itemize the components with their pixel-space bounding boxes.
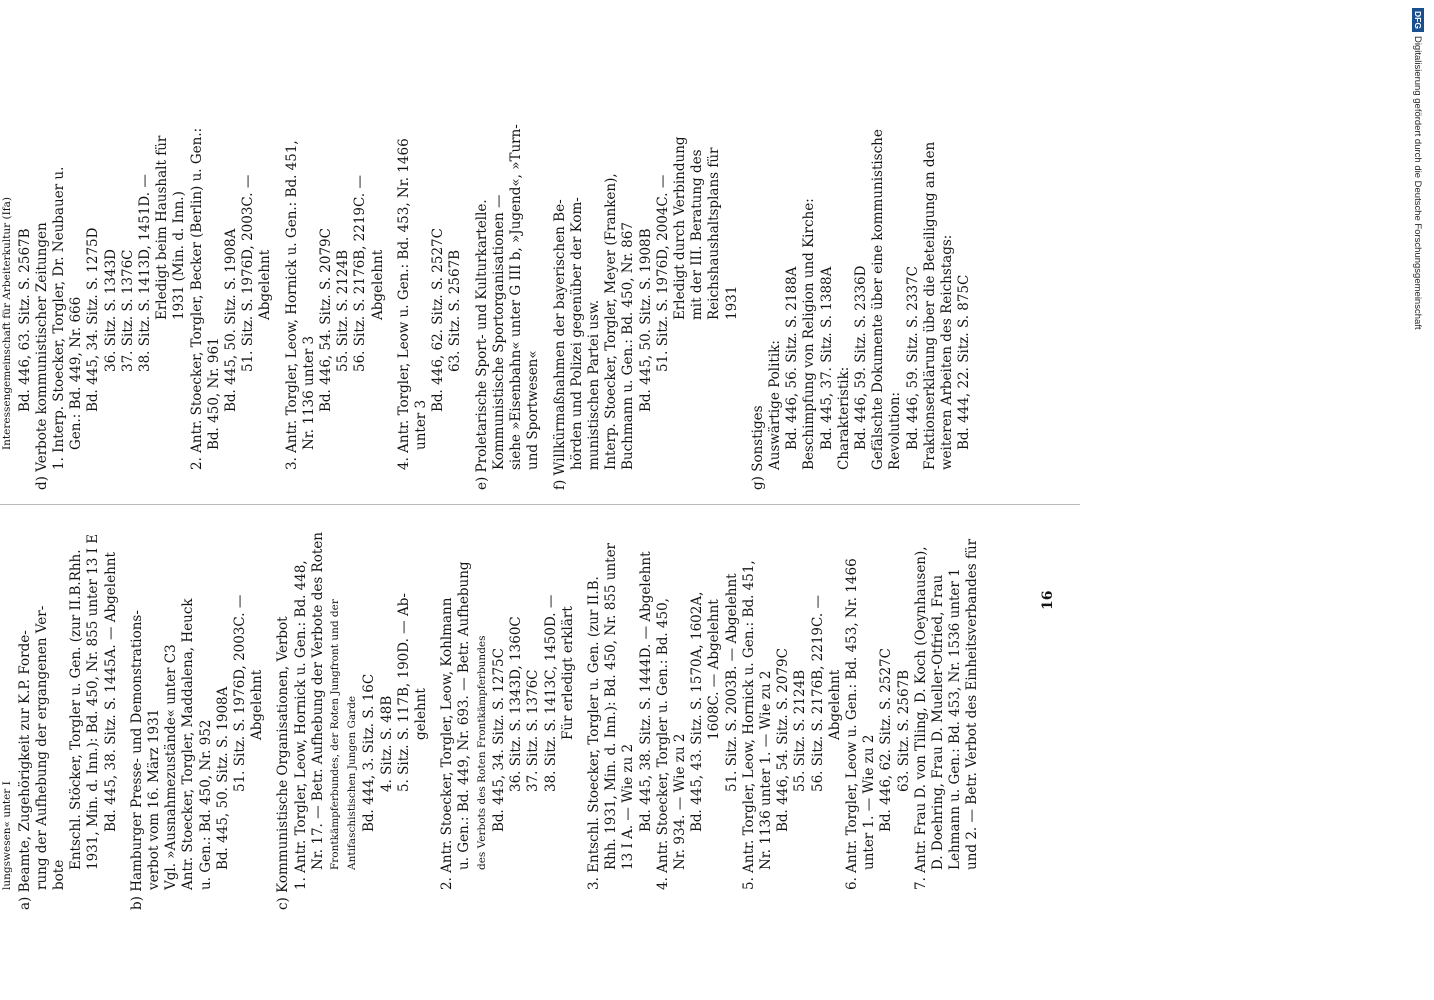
register-entry-line: 4. Antr. Stoecker, Torgler u. Gen.: Bd. 450,	[654, 598, 671, 890]
register-entry-line: Bd. 445, 38. Sitz. S. 1445A. — Abgelehnt	[102, 552, 119, 832]
register-entry-line: 38. Sitz. S. 1413D, 1451D. —	[137, 174, 154, 372]
register-entry-line: Erledigt durch Verbindung	[671, 136, 688, 320]
register-entry-line: Interessengemeinschaft für Arbeiterkultur (Ifa)	[1, 197, 14, 450]
register-entry-line: Vgl. »Ausnahmezustände« unter C3	[163, 644, 180, 890]
register-entry-line: Bd. 446, 59. Sitz. S. 2336D	[852, 265, 869, 450]
register-entry-line: Antr. Stoecker, Torgler, Maddalena, Heuck	[180, 598, 197, 890]
register-entry-line: rung der Aufhebung der ergangenen Ver-	[33, 605, 50, 890]
right-column	[0, 98, 1080, 490]
register-entry-line: mit der III. Beratung des	[689, 149, 706, 320]
register-entry-line: Reichshaushaltsplans für	[706, 147, 723, 320]
register-entry-line: Nr. 1136 unter 3	[300, 335, 317, 450]
register-entry-line: 4. Antr. Torgler, Leow u. Gen.: Bd. 453, Nr. 1466	[395, 138, 412, 470]
register-entry-line: Bd. 445, 43. Sitz. S. 1570A, 1602A,	[689, 591, 706, 832]
register-entry-line: 2. Antr. Stoecker, Torgler, Becker (Berlin) u. Gen.:	[188, 127, 205, 470]
entry-gap	[387, 98, 396, 490]
register-entry-line: d) Verbote kommunistischer Zeitungen	[33, 222, 50, 490]
register-entry-line: 6. Antr. Torgler, Leow u. Gen.: Bd. 453, Nr. 1466	[843, 558, 860, 890]
register-entry-line: unter 1. — Wie zu 2	[861, 734, 878, 870]
register-entry-line: Bd. 445, 34. Sitz. S. 1275C	[490, 648, 507, 832]
digitization-note-text: Digitalisierung gefördert durch die Deutsche Forschungsgemeinschaft	[1412, 35, 1423, 330]
register-entry-line: und 2. — Betr. Verbot des Einheitsverbandes für	[964, 538, 981, 870]
register-entry-line: 5. Antr. Torgler, Leow, Hornick u. Gen.: Bd. 451,	[740, 560, 757, 890]
register-entry-line: Bd. 444, 22. Sitz. S. 875C	[956, 274, 973, 450]
register-entry-line: 51. Sitz. S. 1976D, 2004C. —	[654, 174, 671, 372]
register-entry-line: 3. Antr. Torgler, Leow, Hornick u. Gen.: Bd. 451,	[283, 140, 300, 470]
register-entry-line: u. Gen.: Bd. 449, Nr. 693. — Betr. Aufhebung	[456, 561, 473, 870]
register-entry-line: Abgelehnt	[826, 669, 843, 740]
register-entry-line: Abgelehnt	[249, 669, 266, 740]
register-entry-line: 63. Sitz. S. 2567B	[895, 669, 912, 792]
register-entry-line: 37. Sitz. S. 1376C	[525, 669, 542, 792]
entry-gap	[741, 98, 750, 490]
register-entry-line: 37. Sitz. S. 1376C	[119, 249, 136, 372]
entry-gap	[543, 98, 552, 490]
register-entry-line: Antifaschistischen Jungen Garde	[346, 695, 359, 870]
register-entry-line: Gen.: Bd. 449, Nr. 666	[68, 296, 85, 450]
register-entry-line: Auswärtige Politik:	[766, 340, 783, 470]
register-entry-line: Bd. 446, 59. Sitz. S. 2337C	[904, 266, 921, 450]
register-entry-line: munistischen Partei usw.	[585, 299, 602, 470]
register-entry-line: 2. Antr. Stoecker, Torgler, Leow, Kohlmann	[439, 597, 456, 890]
register-entry-line: Abgelehnt	[257, 249, 274, 320]
dfg-logo: DFG	[1412, 8, 1424, 32]
register-entry-line: Erledigt beim Haushalt für	[154, 135, 171, 320]
register-entry-line: Revolution:	[887, 391, 904, 470]
register-entry-line: Bd. 446, 56. Sitz. S. 2188A	[784, 266, 801, 450]
register-entry-line: Bd. 446, 62. Sitz. S. 2527C	[878, 648, 895, 832]
register-entry-line: unter 3	[413, 399, 430, 450]
register-entry-line: Bd. 444, 3. Sitz. S. 16C	[361, 673, 378, 832]
register-entry-line: 1931	[723, 285, 740, 320]
register-entry-line: 7. Antr. Frau D. von Tiling, D. Koch (Oeynhausen),	[912, 546, 929, 890]
register-entry-line: Bd. 445, 37. Sitz. S. 1388A	[818, 266, 835, 450]
register-entry-line: D. Doehring, Frau D. Mueller-Otfried, Frau	[929, 574, 946, 870]
register-entry-line: 51. Sitz. S. 1976D, 2003C. —	[232, 594, 249, 792]
register-entry-line: Kommunistische Sportorganisationen —	[490, 194, 507, 470]
register-entry-line: u. Gen.: Bd. 450, Nr. 952	[197, 719, 214, 890]
register-page	[0, 90, 1090, 910]
register-entry-line: Bd. 446, 63. Sitz. S. 2567B	[16, 228, 33, 412]
register-entry-line: 36. Sitz. S. 1343D, 1360C	[508, 616, 525, 792]
register-entry-line: Für erledigt erklärt	[559, 606, 576, 740]
register-entry-line: Rhh. 1931, Min. d. Inn.): Bd. 450, Nr. 855 unter	[603, 542, 620, 870]
register-entry-line: Beschimpfung von Religion und Kirche:	[801, 198, 818, 470]
register-entry-line: 56. Sitz. S. 2176B, 2219C. —	[809, 595, 826, 792]
register-entry-line: 51. Sitz. S. 2003B. — Abgelehnt	[723, 573, 740, 792]
register-entry-line: 36. Sitz. S. 1343D	[102, 249, 119, 372]
register-entry-line: siehe »Eisenbahn« unter G III b, »Jugend«, »Turn-	[508, 124, 525, 470]
entry-gap	[430, 518, 439, 910]
register-entry-line: 1931, Min. d. Inn.): Bd. 450, Nr. 855 unter 13 I E	[85, 533, 102, 870]
register-entry-line: f) Willkürmaßnahmen der bayerischen Be-	[551, 199, 568, 490]
right-column-entries	[0, 98, 973, 490]
register-entry-line: bote	[51, 859, 68, 890]
register-entry-line: Frontkämpferbundes, der Roten Jungfront und der	[329, 599, 342, 870]
register-entry-line: Bd. 445, 34. Sitz. S. 1275D	[85, 227, 102, 412]
register-entry-line: b) Hamburger Presse- und Demonstrations-	[128, 610, 145, 910]
register-entry-line: 63. Sitz. S. 2567B	[447, 249, 464, 372]
register-entry-line: Abgelehnt	[369, 249, 386, 320]
column-divider	[0, 504, 1080, 505]
entry-gap	[577, 518, 586, 910]
register-entry-line: 55. Sitz. S. 2124B	[335, 249, 352, 372]
register-entry-line: 13 I A. — Wie zu 2	[620, 743, 637, 870]
register-entry-line: 55. Sitz. S. 2124B	[792, 669, 809, 792]
register-entry-line: 1608C. — Abgelehnt	[706, 599, 723, 740]
register-entry-line: 51. Sitz. S. 1976D, 2003C. —	[240, 174, 257, 372]
register-entry-line: 5. Sitz. S. 117B, 190D. — Ab-	[395, 593, 412, 792]
register-entry-line: Bd. 445, 50. Sitz. S. 1908A	[223, 228, 240, 412]
register-entry-line: Bd. 446, 54. Sitz. S. 2079C	[318, 228, 335, 412]
register-entry-line: Bd. 445, 50. Sitz. S. 1908A	[214, 686, 231, 870]
register-entry-line: 1. Antr. Torgler, Leow, Hornick u. Gen.: Bd. 448,	[292, 560, 309, 890]
register-entry-line: und Sportwesen«	[525, 350, 542, 470]
register-entry-line: e) Proletarische Sport- und Kulturkartelle.	[473, 199, 490, 490]
register-entry-line: Nr. 17. — Betr. Aufhebung der Verbote des Roten	[309, 532, 326, 870]
entry-gap	[275, 98, 284, 490]
left-column	[0, 518, 1080, 910]
register-entry-line: Gefälschte Dokumente über eine kommunistische	[870, 129, 887, 470]
register-entry-line: Charakteristik:	[835, 366, 852, 470]
register-entry-line: gelehnt	[413, 688, 430, 740]
register-entry-line: Entschl. Stöcker, Torgler u. Gen. (zur II.B.Rhh.	[68, 549, 85, 870]
register-entry-line: 1931 (Min. d. Inn.)	[171, 191, 188, 320]
digitization-note	[1412, 8, 1424, 330]
register-entry-line: verbot vom 16. März 1931	[146, 708, 163, 890]
register-entry-line: g) Sonstiges	[749, 405, 766, 490]
register-entry-line: Nr. 934. — Wie zu 2	[671, 733, 688, 870]
register-entry-line: Nr. 1136 unter 1. — Wie zu 2	[757, 670, 774, 870]
register-entry-line: 4. Sitz. S. 48B	[378, 695, 395, 792]
entry-gap	[465, 98, 474, 490]
register-entry-line: 1. Interp. Stoecker, Torgler, Dr. Neubauer u.	[51, 166, 68, 470]
register-entry-line: Bd. 450, Nr. 961	[205, 337, 222, 450]
register-entry-line: Bd. 445, 50. Sitz. S. 1908B	[637, 228, 654, 412]
register-entry-line: weiteren Arbeiten des Reichstags:	[938, 234, 955, 470]
signature-mark: 16	[1040, 590, 1056, 610]
register-entry-line: Bd. 445, 38. Sitz. S. 1444D. — Abgelehnt	[637, 551, 654, 832]
register-entry-line: des Verbots des Roten Frontkämpferbundes	[475, 635, 488, 870]
register-entry-line: Buchmann u. Gen.: Bd. 450, Nr. 867	[620, 222, 637, 470]
register-entry-line: 38. Sitz. S. 1413C, 1450D. —	[542, 594, 559, 792]
register-entry-line: Fraktionserklärung über die Beteiligung an den	[921, 141, 938, 470]
register-entry-line: Bd. 446, 62. Sitz. S. 2527C	[430, 228, 447, 412]
register-entry-line: hörden und Polizei gegenüber der Kom-	[568, 197, 585, 470]
register-entry-line: c) Kommunistische Organisationen, Verbot	[275, 616, 292, 910]
left-column-entries	[0, 518, 982, 910]
entry-gap	[266, 518, 275, 910]
register-entry-line: lungswesen« unter I	[1, 781, 14, 890]
register-entry-line: Lehmann u. Gen.: Bd. 453, Nr. 1536 unter 1	[947, 568, 964, 870]
register-entry-line: 3. Entschl. Stoecker, Torgler u. Gen. (zur II.B.	[585, 576, 602, 890]
register-entry-line: Bd. 446, 54. Sitz. S. 2079C	[775, 648, 792, 832]
register-entry-line: Interp. Stoecker, Torgler, Meyer (Franken),	[603, 173, 620, 470]
register-entry-line: 56. Sitz. S. 2176B, 2219C. —	[352, 175, 369, 372]
entry-gap	[120, 518, 129, 910]
register-entry-line: a) Beamte, Zugehörigkeit zur K.P. Forde-	[16, 630, 33, 910]
